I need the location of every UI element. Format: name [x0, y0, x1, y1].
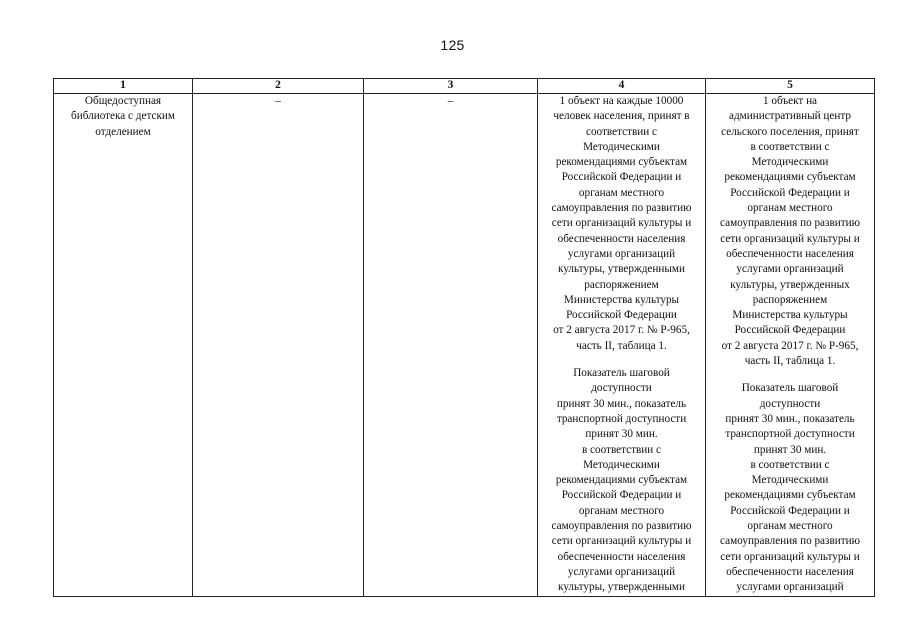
text-line: Показатель шаговой	[573, 367, 670, 380]
text-line: Общедоступная	[84, 95, 162, 107]
text-line: транспортной доступности	[556, 412, 687, 425]
column-4-cell	[538, 94, 706, 597]
text-line: доступности	[759, 397, 821, 410]
text-line: часть II, таблица 1.	[744, 355, 836, 368]
table-row	[54, 94, 875, 597]
text-line: Методическими	[583, 140, 660, 153]
text-line: Методическими	[751, 474, 829, 487]
text-line: в соответствии с	[750, 458, 830, 471]
text-line: Методическими	[751, 156, 829, 169]
text-line: органам местного	[747, 202, 833, 215]
text-line: самоуправления по развитию	[720, 217, 860, 230]
column-3-dash: –	[447, 95, 454, 107]
text-line: органам местного	[578, 186, 665, 199]
text-line: сельского поселения, принят	[721, 125, 859, 138]
text-line: рекомендациями субъектам	[724, 489, 856, 502]
text-line: соответствии с	[586, 125, 657, 138]
text-line: услугами организаций	[736, 581, 844, 594]
text-line: культуры, утвержденными	[558, 263, 685, 276]
column-2-cell	[193, 94, 364, 597]
text-line: Российской Федерации и	[730, 504, 850, 517]
text-line: самоуправления по развитию	[551, 520, 692, 533]
text-line: Российской Федерации и	[730, 186, 850, 199]
text-line: Методическими	[583, 458, 660, 471]
text-line: Российской Федерации и	[561, 171, 682, 184]
text-line: Показатель шаговой	[741, 382, 839, 395]
text-line: в соответствии с	[750, 140, 830, 153]
object-name-text	[55, 94, 191, 140]
text-line: культуры, утвержденных	[730, 278, 850, 291]
text-line: от 2 августа 2017 г. № Р-965,	[721, 339, 859, 352]
text-line: культуры, утвержденными	[558, 581, 685, 594]
text-line: Российской Федерации и	[561, 489, 682, 502]
text-line: сети организаций культуры и	[551, 535, 692, 548]
column-header-3: 3	[364, 79, 538, 94]
text-line: обеспеченности населения	[557, 550, 686, 563]
table-header-row	[54, 79, 875, 94]
text-line: часть II, таблица 1.	[576, 339, 667, 352]
text-line: распоряжением	[584, 278, 659, 291]
text-line: Министерства культуры	[732, 309, 848, 322]
text-line: рекомендациями субъектам	[555, 474, 688, 487]
text-line: рекомендациями субъектам	[555, 156, 688, 169]
object-name-cell	[54, 94, 193, 597]
text-line: обеспеченности населения	[726, 565, 854, 578]
text-line: органам местного	[747, 520, 833, 533]
text-line: самоуправления по развитию	[720, 535, 860, 548]
text-line: транспортной доступности	[725, 428, 855, 441]
page-number: 125	[440, 37, 465, 53]
text-line: обеспеченности населения	[726, 247, 854, 260]
paragraph-gap	[707, 369, 873, 381]
column-header-4: 4	[538, 79, 706, 94]
text-line: библиотека с детским	[71, 110, 175, 123]
text-line: отделением	[95, 125, 151, 138]
text-line: принят 30 мин., показатель	[725, 412, 855, 425]
text-line: услугами организаций	[567, 247, 676, 260]
text-line: органам местного	[578, 504, 665, 517]
text-line: принят 30 мин.	[585, 428, 658, 441]
paragraph-gap	[539, 354, 704, 366]
column-2-dash: –	[275, 95, 281, 107]
text-line: в соответствии с	[581, 443, 662, 456]
text-line: от 2 августа 2017 г. № Р-965,	[553, 324, 690, 337]
text-line: Министерства культуры	[563, 293, 680, 306]
text-line: административный центр	[729, 110, 851, 123]
text-line: сети организаций культуры и	[720, 550, 860, 563]
norms-table	[53, 78, 875, 597]
text-line: распоряжением	[752, 293, 828, 306]
text-line: принят 30 мин., показатель	[556, 397, 687, 410]
column-4-text	[539, 94, 704, 596]
text-line: 1 объект на	[762, 95, 818, 107]
text-line: самоуправления по развитию	[551, 202, 692, 215]
column-header-5: 5	[706, 79, 875, 94]
text-line: услугами организаций	[567, 565, 676, 578]
text-line: сети организаций культуры и	[720, 232, 860, 245]
text-line: Российской Федерации	[734, 324, 846, 337]
column-header-2: 2	[193, 79, 364, 94]
text-line: рекомендациями субъектам	[724, 171, 856, 184]
column-5-text	[707, 94, 873, 596]
column-header-1: 1	[54, 79, 193, 94]
text-line: человек населения, принят в	[553, 110, 690, 123]
text-line: сети организаций культуры и	[551, 217, 692, 230]
text-line: доступности	[591, 382, 652, 395]
column-5-cell	[706, 94, 875, 597]
column-3-cell	[364, 94, 538, 597]
text-line: услугами организаций	[736, 263, 844, 276]
text-line: обеспеченности населения	[557, 232, 686, 245]
text-line: 1 объект на каждые 10000	[559, 95, 684, 107]
text-line: Российской Федерации	[566, 309, 677, 322]
text-line: принят 30 мин.	[753, 443, 827, 456]
